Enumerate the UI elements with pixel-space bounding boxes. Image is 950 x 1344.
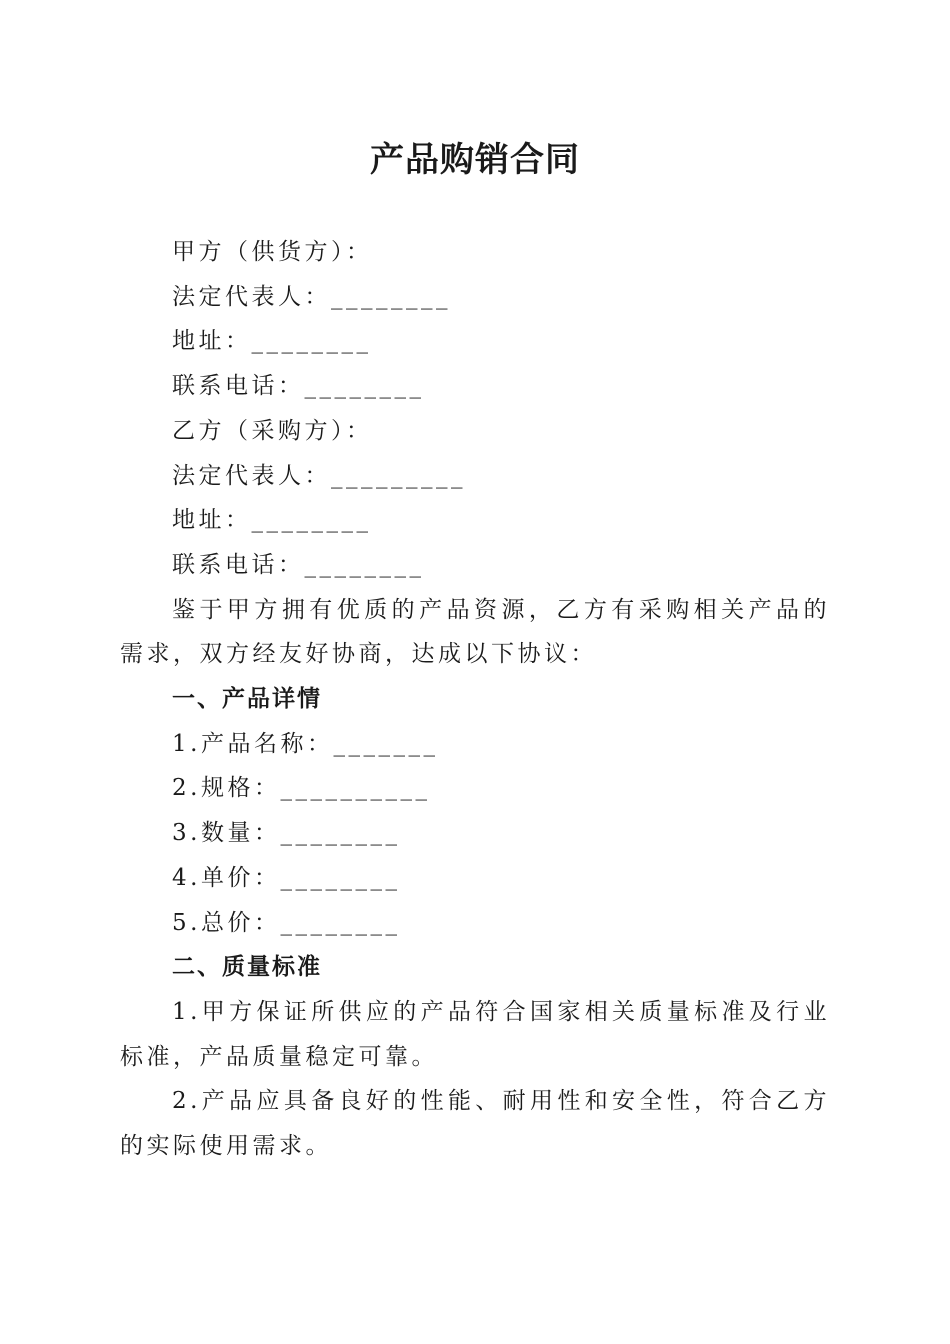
section-2-item: 1.甲方保证所供应的产品符合国家相关质量标准及行业标准，产品质量稳定可靠。 — [120, 998, 830, 1070]
section-1-item: 5.总价：________ — [172, 909, 401, 936]
party-a-address: 地址：________ — [172, 328, 372, 355]
party-b-address: 地址：________ — [172, 507, 372, 534]
preamble-paragraph: 鉴于甲方拥有优质的产品资源，乙方有采购相关产品的需求，双方经友好协商，达成以下协议： — [120, 596, 830, 668]
party-a-header: 甲方（供货方）： — [172, 239, 373, 265]
section-1-item: 1.产品名称：_______ — [172, 730, 439, 757]
section-1-item: 2.规格：__________ — [172, 775, 431, 802]
party-a-rep: 法定代表人：________ — [172, 283, 451, 310]
section-1-heading: 一、产品详情 — [172, 686, 322, 713]
section-2-item: 2.产品应具备良好的性能、耐用性和安全性，符合乙方的实际使用需求。 — [120, 1088, 830, 1160]
contract-body — [120, 230, 830, 1169]
section-1-item: 4.单价：________ — [172, 864, 401, 891]
page-title: 产品购销合同 — [370, 140, 580, 180]
party-a-phone: 联系电话：________ — [172, 373, 425, 400]
section-1-item: 3.数量：________ — [172, 820, 401, 847]
party-b-header: 乙方（采购方）： — [172, 417, 373, 444]
section-2-heading: 二、质量标准 — [172, 954, 322, 981]
party-b-rep: 法定代表人：_________ — [172, 462, 466, 489]
party-b-phone: 联系电话：________ — [172, 551, 425, 578]
